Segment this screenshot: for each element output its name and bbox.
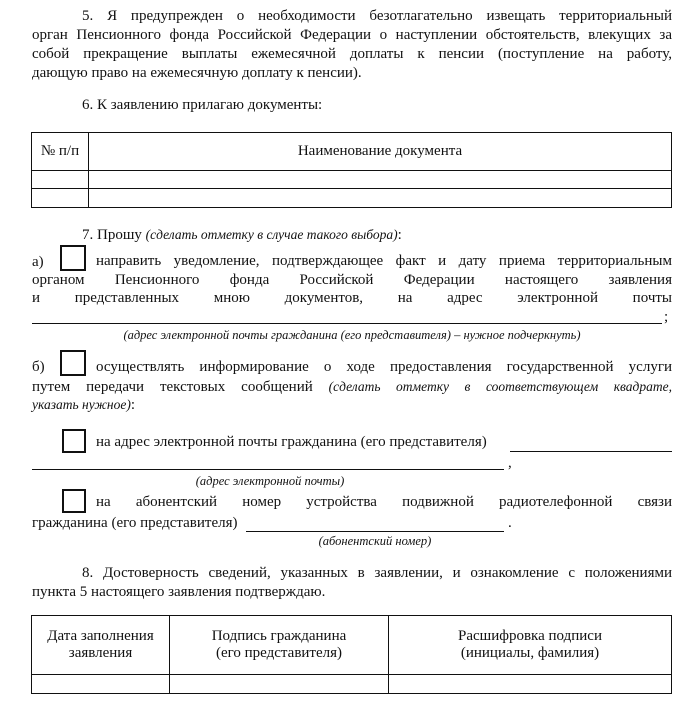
- phone-option-line-1: на абонентский номер устройства подвижной радиотелефонной связи: [96, 494, 672, 510]
- phone-option-line-2: гражданина (его представителя): [32, 515, 238, 531]
- option-b-checkbox[interactable]: [60, 350, 86, 376]
- signature-table: [31, 615, 672, 694]
- option-b-line-2-note: (сделать отметку в соответствующем квадрате,: [328, 379, 672, 394]
- option-a-line-2: органом Пенсионного фонда Российской Федерации настоящего заявления: [32, 272, 672, 288]
- p7-heading-text: 7. Прошу: [82, 227, 142, 243]
- col-header-signature-line-1: Подпись гражданина: [211, 628, 347, 644]
- option-b-line-3-note: указать нужное): [32, 397, 131, 412]
- table-cell[interactable]: [389, 675, 672, 694]
- option-b-line-2-text: путем передачи текстовых сообщений: [32, 379, 313, 395]
- option-a-label: а): [32, 254, 44, 270]
- email-address-underline-2[interactable]: [32, 469, 504, 470]
- option-a-semicolon: ;: [664, 309, 669, 325]
- option-a-line-3: и представленных мною документов, на адрес электронной почты: [32, 290, 672, 306]
- table-cell[interactable]: [32, 189, 89, 208]
- phone-option-checkbox[interactable]: [62, 489, 86, 513]
- option-b-label: б): [32, 359, 45, 375]
- attached-documents-table: [31, 132, 672, 208]
- p8-line-1: 8. Достоверность сведений, указанных в заявлении, и ознакомление с положениями: [82, 565, 672, 581]
- p7-heading-note: (сделать отметку в случае такого выбора): [145, 227, 398, 242]
- email-address-underline-1[interactable]: [510, 451, 672, 452]
- col-header-decoding-line-2: (инициалы, фамилия): [460, 645, 600, 661]
- option-a-caption: (адрес электронной почты гражданина (его представителя) – нужное подчеркнуть): [123, 328, 581, 342]
- col-header-number: № п/п: [32, 133, 89, 171]
- option-b-line-1: осуществлять информирование о ходе предоставления государственной услуги: [96, 359, 672, 375]
- phone-caption: (абонентский номер): [318, 534, 432, 548]
- table-cell[interactable]: [32, 675, 170, 694]
- p5-line-4: дающую право на ежемесячную доплату к пенсии).: [32, 65, 362, 81]
- option-a-checkbox[interactable]: [60, 245, 86, 271]
- table-cell[interactable]: [170, 675, 389, 694]
- phone-number-underline[interactable]: [246, 531, 504, 532]
- email-option-label: на адрес электронной почты гражданина (его представителя): [96, 434, 487, 450]
- p5-line-1: 5. Я предупрежден о необходимости безотлагательно извещать территориальный: [82, 8, 672, 24]
- email-comma: ,: [508, 455, 512, 471]
- phone-period: .: [508, 515, 512, 531]
- option-b-line-3-colon: :: [130, 397, 136, 413]
- option-a-line-1: направить уведомление, подтверждающее факт и дату приема территориальным: [96, 253, 672, 269]
- email-caption: (адрес электронной почты): [195, 474, 345, 488]
- col-header-decoding-line-1: Расшифровка подписи: [458, 628, 602, 644]
- email-underline[interactable]: [32, 323, 662, 324]
- option-b-line-2: [32, 378, 672, 396]
- col-header-decoding: [389, 616, 672, 675]
- p5-line-2: орган Пенсионного фонда Российской Федерации о наступлении обстоятельств, влекущих за: [32, 27, 672, 43]
- table-cell[interactable]: [32, 171, 89, 189]
- p6-heading: 6. К заявлению прилагаю документы:: [82, 97, 323, 113]
- p5-line-3: собой прекращение выплаты ежемесячной доплаты к пенсии (поступление на работу,: [32, 46, 672, 62]
- table-cell[interactable]: [89, 171, 672, 189]
- option-b-line-3: [32, 396, 135, 414]
- p7-heading: [82, 226, 402, 244]
- p8-line-2: пункта 5 настоящего заявления подтверждаю.: [32, 584, 326, 600]
- table-cell[interactable]: [89, 189, 672, 208]
- col-header-signature-line-2: (его представителя): [215, 645, 343, 661]
- col-header-document-name: Наименование документа: [89, 133, 672, 171]
- col-header-signature: [170, 616, 389, 675]
- col-header-date: Дата заполнения заявления: [32, 616, 170, 675]
- email-option-checkbox[interactable]: [62, 429, 86, 453]
- p7-heading-colon: :: [397, 227, 402, 243]
